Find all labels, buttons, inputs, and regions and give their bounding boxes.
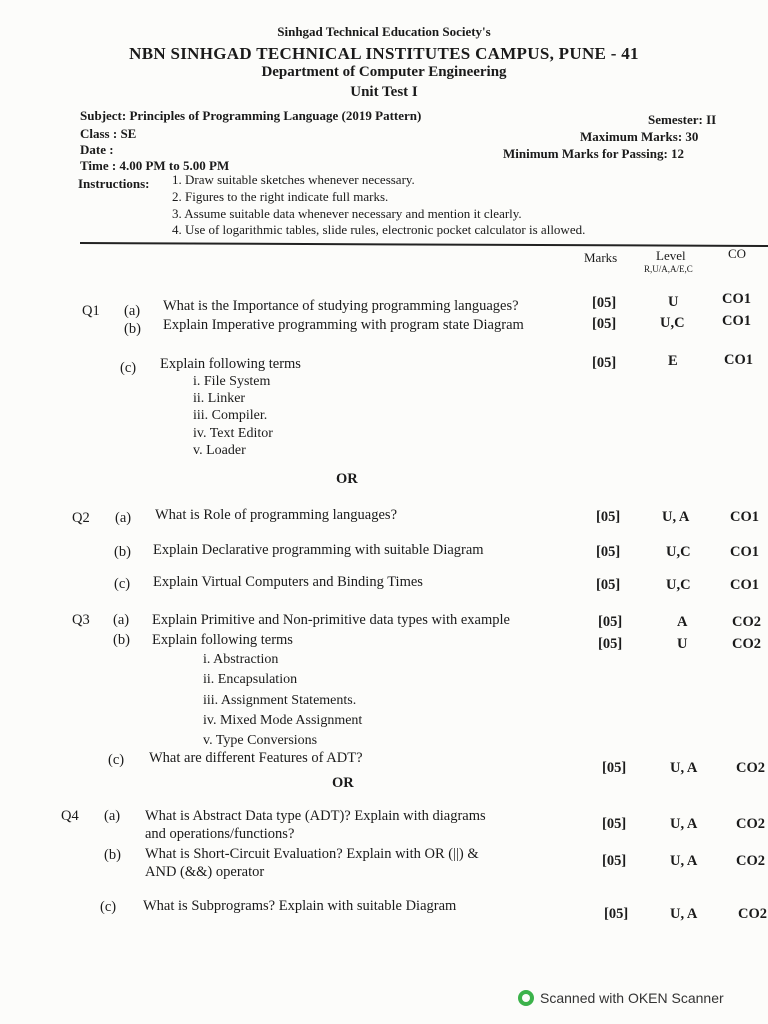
- scanner-watermark: [518, 990, 724, 1006]
- level: U, A: [670, 853, 698, 869]
- question-text: What is Subprograms? Explain with suitable Diagram: [143, 898, 457, 914]
- question-text: Explain Imperative programming with program state Diagram: [163, 317, 524, 333]
- header-divider: [80, 242, 768, 247]
- level: U: [668, 294, 679, 310]
- level-column-header: Level: [656, 248, 686, 263]
- marks: [05]: [602, 816, 627, 832]
- subject-line: Subject: Principles of Programming Language (2019 Pattern): [80, 108, 422, 123]
- co-column-header: CO: [728, 246, 747, 261]
- marks: [05]: [598, 614, 623, 630]
- subquestion-label: (a): [104, 808, 121, 824]
- subquestion-label: (c): [108, 752, 125, 768]
- level: U,C: [666, 577, 691, 593]
- marks: [05]: [596, 577, 621, 593]
- course-outcome: CO2: [736, 816, 765, 832]
- subquestion-label: (b): [113, 632, 130, 648]
- max-marks: Maximum Marks: 30: [580, 129, 699, 144]
- subquestion-label: (b): [114, 544, 131, 560]
- min-marks: Minimum Marks for Passing: 12: [503, 146, 685, 161]
- term-item: ii. Encapsulation: [203, 672, 298, 687]
- term-item: iii. Compiler.: [193, 408, 268, 423]
- level: E: [668, 353, 678, 369]
- question-text: Explain following terms: [160, 356, 301, 372]
- department-name: Department of Computer Engineering: [261, 64, 507, 80]
- question-text-continued: and operations/functions?: [145, 826, 295, 842]
- course-outcome: CO2: [736, 853, 765, 869]
- question-number: Q2: [72, 510, 90, 526]
- level: U, A: [662, 509, 690, 525]
- marks: [05]: [592, 316, 617, 332]
- question-number: Q3: [72, 612, 90, 628]
- question-text: Explain Declarative programming with suitable Diagram: [153, 542, 484, 558]
- question-text: What are different Features of ADT?: [149, 750, 363, 766]
- level: U, A: [670, 760, 698, 776]
- course-outcome: CO1: [730, 544, 759, 560]
- time-line: Time : 4.00 PM to 5.00 PM: [80, 158, 230, 173]
- course-outcome: CO1: [724, 352, 753, 368]
- question-text-continued: AND (&&) operator: [145, 864, 265, 880]
- question-number: Q1: [82, 303, 100, 319]
- course-outcome: CO1: [730, 577, 759, 593]
- subquestion-label: (c): [120, 360, 137, 376]
- term-item: i. Abstraction: [203, 652, 279, 667]
- subquestion-label: (a): [113, 612, 130, 628]
- term-item: v. Type Conversions: [203, 733, 318, 748]
- class-line: Class : SE: [80, 126, 137, 141]
- marks: [05]: [598, 636, 623, 652]
- level: U, A: [670, 906, 698, 922]
- level: U,C: [666, 544, 691, 560]
- subquestion-label: (c): [114, 576, 131, 592]
- or-divider: OR: [332, 775, 354, 791]
- course-outcome: CO2: [732, 636, 761, 652]
- question-text: Explain Virtual Computers and Binding Times: [153, 574, 423, 590]
- scanner-text: Scanned with OKEN Scanner: [540, 990, 724, 1006]
- marks-column-header: Marks: [584, 250, 618, 265]
- level: U, A: [670, 816, 698, 832]
- term-item: v. Loader: [193, 443, 246, 458]
- or-divider: OR: [336, 471, 358, 487]
- marks: [05]: [592, 355, 617, 371]
- instruction-item: 2. Figures to the right indicate full marks.: [172, 189, 389, 204]
- instruction-item: 4. Use of logarithmic tables, slide rules, electronic pocket calculator is allowed.: [172, 222, 586, 237]
- marks: [05]: [596, 509, 621, 525]
- question-text: What is Short-Circuit Evaluation? Explain with OR (||) &: [145, 846, 479, 862]
- term-item: i. File System: [193, 374, 271, 389]
- instructions-label: Instructions:: [78, 176, 150, 191]
- subquestion-label: (a): [124, 303, 141, 319]
- course-outcome: CO1: [722, 291, 751, 307]
- course-outcome: CO1: [730, 509, 759, 525]
- level: A: [677, 614, 688, 630]
- course-outcome: CO2: [732, 614, 761, 630]
- question-text: Explain following terms: [152, 632, 293, 648]
- campus-name: NBN SINHGAD TECHNICAL INSTITUTES CAMPUS, PUNE - 41: [129, 44, 639, 63]
- question-text: What is Abstract Data type (ADT)? Explain with diagrams: [145, 808, 486, 824]
- course-outcome: CO1: [722, 313, 751, 329]
- marks: [05]: [602, 760, 627, 776]
- date-line: Date :: [80, 142, 114, 157]
- course-outcome: CO2: [738, 906, 767, 922]
- society-name: Sinhgad Technical Education Society's: [277, 24, 491, 39]
- question-text: Explain Primitive and Non-primitive data types with example: [152, 612, 510, 628]
- level: U: [677, 636, 688, 652]
- instruction-item: 1. Draw suitable sketches whenever necessary.: [172, 172, 415, 187]
- question-number: Q4: [61, 808, 79, 824]
- marks: [05]: [604, 906, 629, 922]
- term-item: ii. Linker: [193, 391, 246, 406]
- question-text: What is the Importance of studying programming languages?: [163, 298, 519, 314]
- semester: Semester: II: [648, 112, 717, 127]
- instruction-item: 3. Assume suitable data whenever necessary and mention it clearly.: [172, 206, 522, 221]
- marks: [05]: [596, 544, 621, 560]
- question-text: What is Role of programming languages?: [155, 507, 398, 523]
- subquestion-label: (c): [100, 899, 117, 915]
- test-title: Unit Test I: [350, 84, 418, 100]
- oken-logo-icon: [518, 990, 534, 1006]
- term-item: iv. Text Editor: [193, 426, 273, 441]
- course-outcome: CO2: [736, 760, 765, 776]
- marks: [05]: [592, 295, 617, 311]
- term-item: iv. Mixed Mode Assignment: [203, 713, 363, 728]
- term-item: iii. Assignment Statements.: [203, 693, 357, 708]
- subquestion-label: (b): [104, 847, 121, 863]
- marks: [05]: [602, 853, 627, 869]
- level: U,C: [660, 315, 685, 331]
- subquestion-label: (a): [115, 510, 132, 526]
- subquestion-label: (b): [124, 321, 141, 337]
- level-column-subheader: R,U/A,A/E,C: [644, 264, 693, 274]
